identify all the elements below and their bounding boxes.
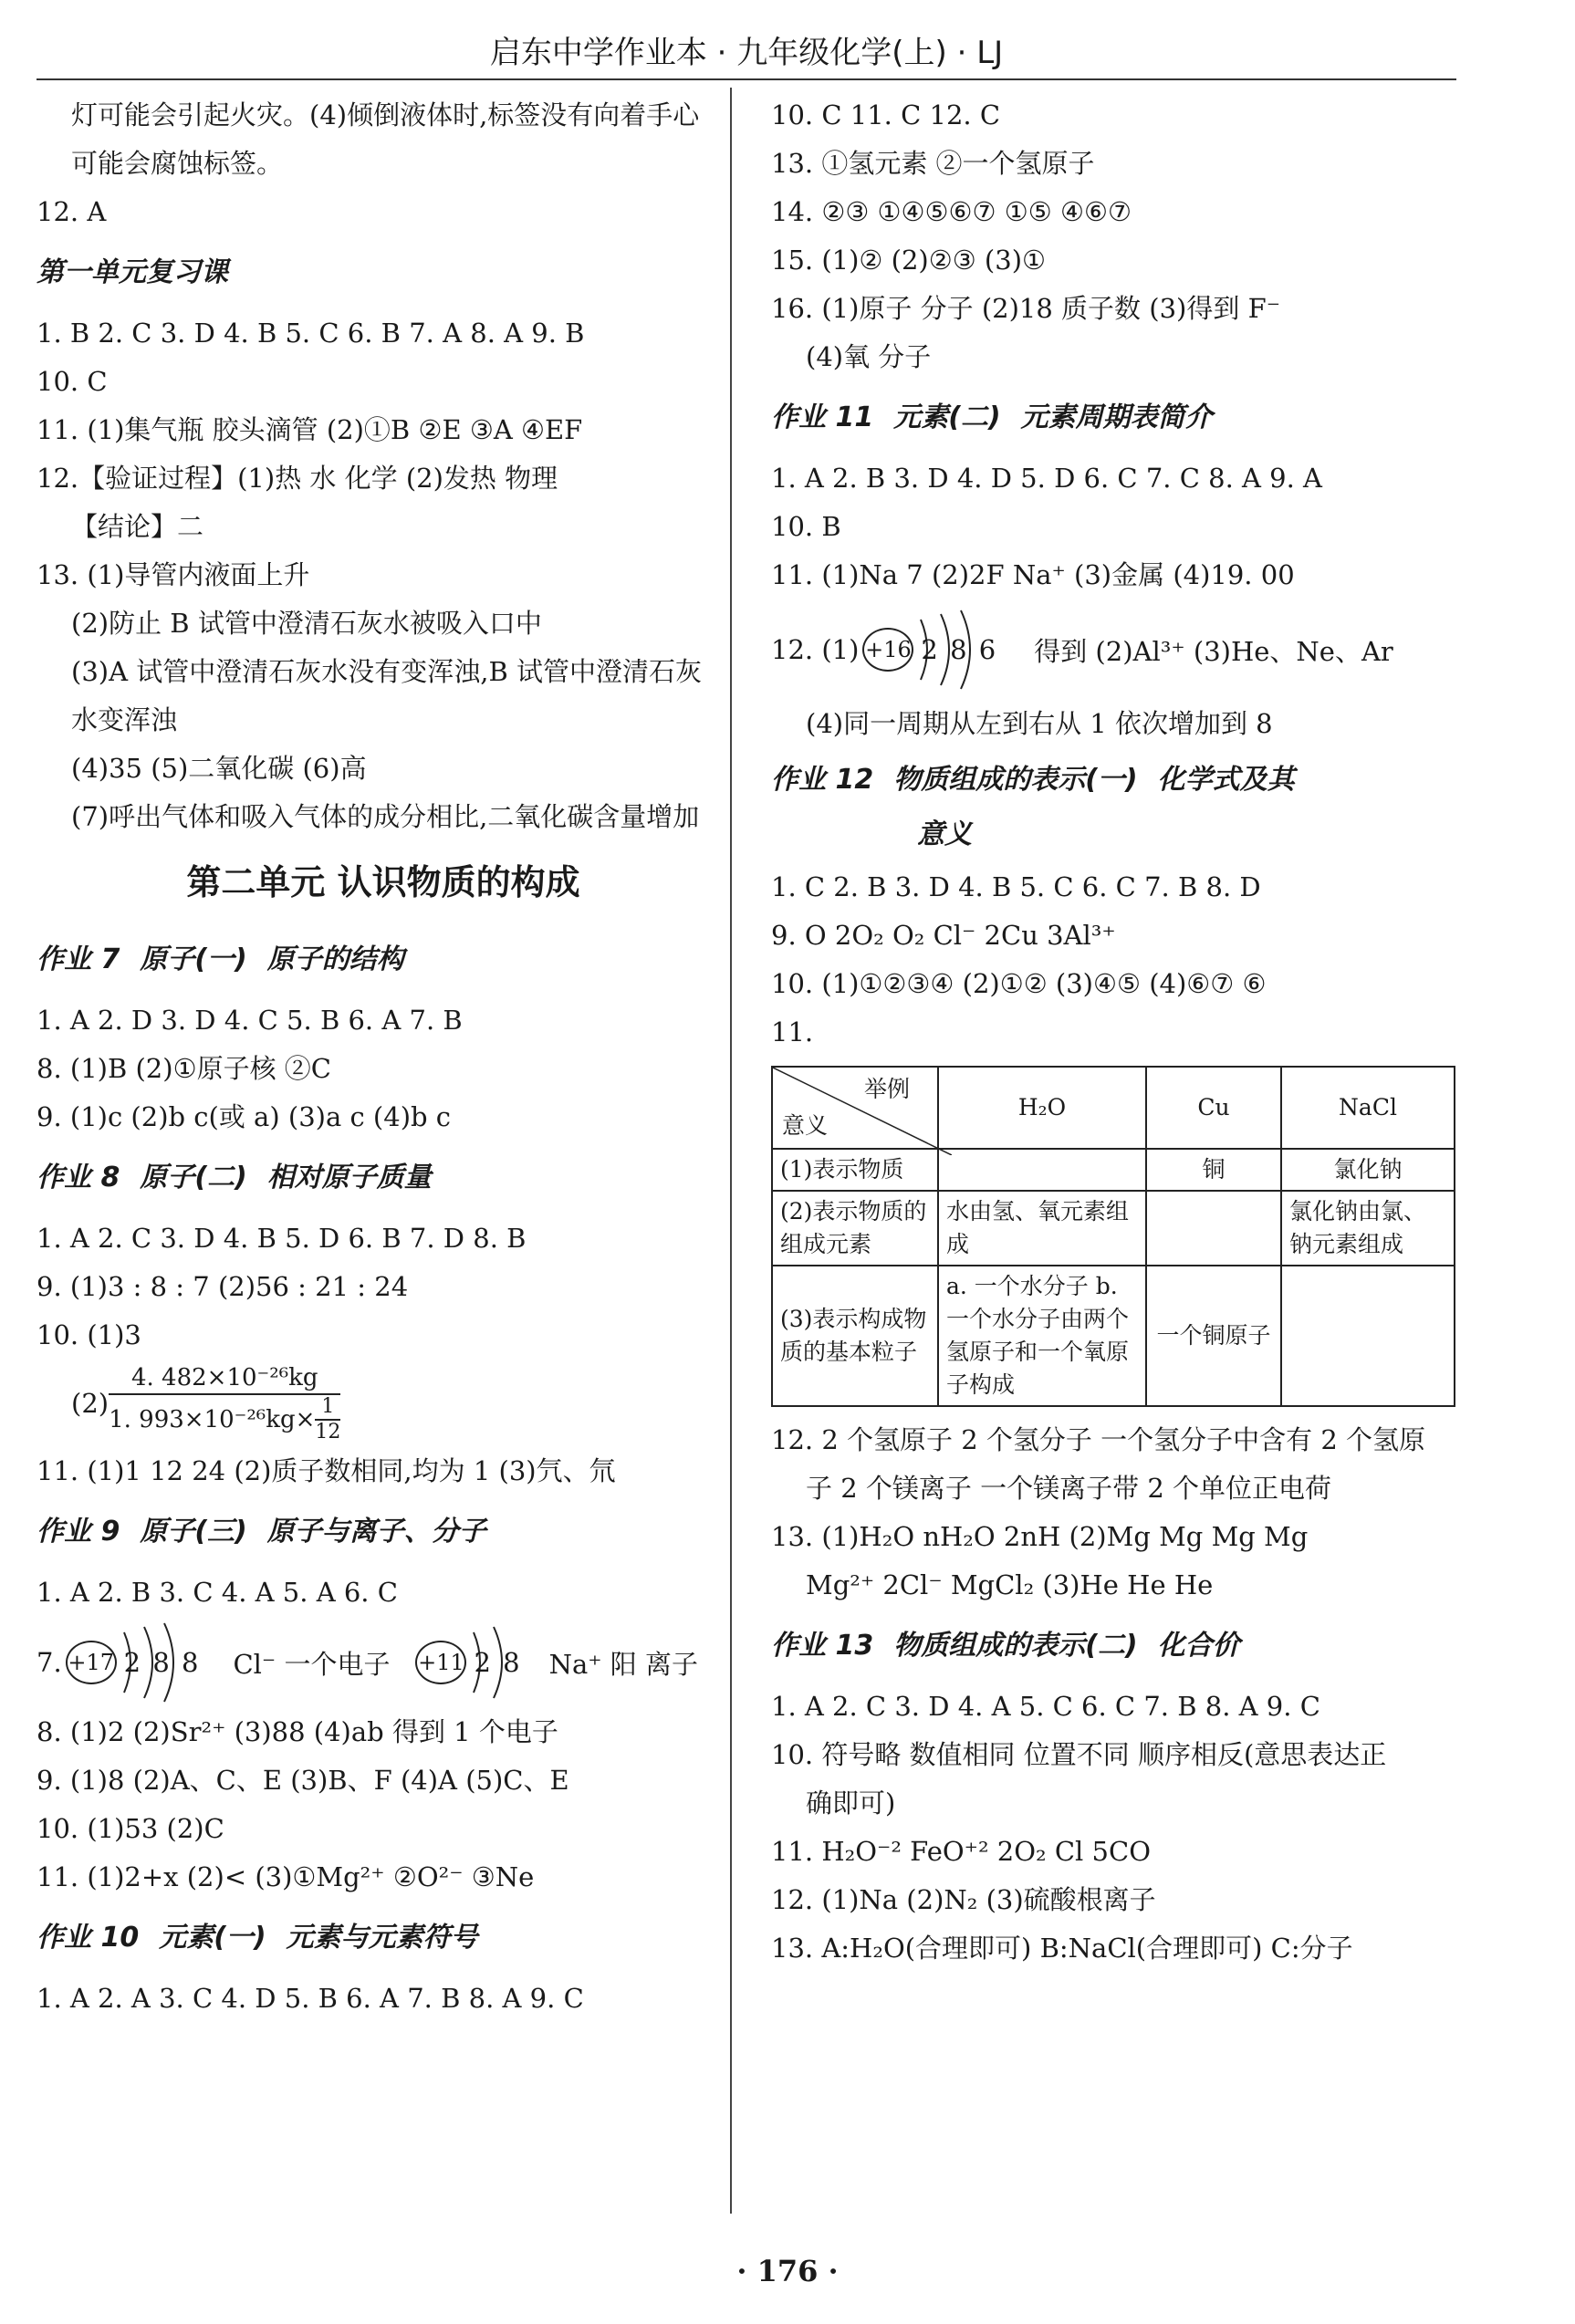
answer-line: (7)呼出气体和吸入气体的成分相比,二氧化碳含量增加 [71, 801, 700, 832]
answer-line: (4)35 (5)二氧化碳 (6)高 [71, 753, 367, 784]
answer-line: 【结论】二 [71, 511, 204, 542]
hw-number: 作业 9 [37, 1516, 120, 1548]
answer-line: 11. [771, 1016, 814, 1047]
nucleus-label: +16 [862, 628, 913, 672]
answer-line: 1. A 2. B 3. C 4. A 5. A 6. C [37, 1577, 398, 1608]
answer-line: 14. ②③ ①④⑤⑥⑦ ①⑤ ④⑥⑦ [771, 196, 1132, 227]
nucleus-label: +17 [66, 1641, 117, 1684]
answer-line: 11. (1)2+x (2)< (3)①Mg²⁺ ②O²⁻ ③Ne [37, 1861, 535, 1892]
left-column [37, 91, 730, 2023]
answer-line: 10. C 11. C 12. C [771, 99, 1001, 130]
answer-line: 16. (1)原子 分子 (2)18 质子数 (3)得到 F⁻ [771, 293, 1280, 324]
inner-denominator: 12 [315, 1421, 341, 1443]
atom-result: 得到 (2)Al³⁺ (3)He、Ne、Ar [1034, 635, 1393, 667]
answer-line: (4)氧 分子 [806, 341, 932, 372]
hw-number: 作业 11 [771, 401, 874, 433]
table-col-header: Cu [1146, 1067, 1281, 1149]
right-column [771, 91, 1465, 1973]
section-title-hw8 [37, 1141, 730, 1214]
section-title-hw9 [37, 1495, 730, 1568]
answer-line: 11. (1)1 12 24 (2)质子数相同,均为 1 (3)氕、氘 [37, 1455, 616, 1486]
hw-topic: 元素(一) [159, 1922, 266, 1954]
answer-line: 9. (1)3 : 8 : 7 (2)56 : 21 : 24 [37, 1271, 409, 1302]
atom-structure-line [771, 599, 1465, 700]
shell-electrons: 2 8 6 [921, 634, 998, 665]
header-bottom-label: 意义 [782, 1112, 829, 1139]
hw-topic: 物质组成的表示(一) [893, 764, 1138, 796]
hw-number: 作业 8 [37, 1162, 120, 1193]
fraction [109, 1362, 340, 1444]
answer-line: Mg²⁺ 2Cl⁻ MgCl₂ (3)He He He [806, 1569, 1214, 1600]
table-cell: 氯化钠 [1281, 1149, 1455, 1191]
fraction-numerator: 4. 482×10⁻²⁶kg [109, 1362, 340, 1395]
answer-line: 12.【验证过程】(1)热 水 化学 (2)发热 物理 [37, 463, 558, 494]
meaning-table [771, 1066, 1455, 1407]
fraction-denominator [109, 1395, 340, 1444]
diagonal-header-cell [772, 1067, 938, 1149]
text-line: 灯可能会引起火灾。(4)倾倒液体时,标签没有向着手心 [71, 99, 700, 130]
table-cell: 水由氢、氧元素组成 [938, 1191, 1146, 1266]
answer-line: 8. (1)B (2)①原子核 ②C [37, 1053, 331, 1084]
hw-number: 作业 13 [771, 1630, 874, 1662]
answer-line: 1. A 2. C 3. D 4. B 5. D 6. B 7. D 8. B [37, 1223, 527, 1254]
answer-line: 11. (1)Na 7 (2)2F Na⁺ (3)金属 (4)19. 00 [771, 559, 1295, 590]
hw-subtopic: 原子与离子、分子 [266, 1516, 486, 1548]
answer-line: (3)A 试管中澄清石灰水没有变浑浊,B 试管中澄清石灰 [71, 656, 702, 687]
page-header: 启东中学作业本 · 九年级化学(上) · LJ [37, 27, 1456, 80]
answer-line: 12. 2 个氢原子 2 个氢分子 一个氢分子中含有 2 个氢原 [771, 1424, 1426, 1455]
table-row [772, 1266, 1455, 1406]
answer-line: 15. (1)② (2)②③ (3)① [771, 245, 1047, 276]
fraction-den-text: 1. 993×10⁻²⁶kg× [109, 1406, 316, 1433]
fraction-line [37, 1360, 730, 1447]
answer-line: 10. (1)3 [37, 1319, 141, 1350]
table-row [772, 1191, 1455, 1266]
hw-subtopic: 元素周期表简介 [1020, 401, 1213, 433]
answer-line: 13. (1)导管内液面上升 [37, 559, 310, 590]
table-row-label: (1)表示物质 [772, 1149, 938, 1191]
hw-subtopic: 原子的结构 [266, 943, 404, 975]
answer-line: 11. (1)集气瓶 胶头滴管 (2)①B ②E ③A ④EF [37, 414, 583, 445]
answer-line: 1. A 2. D 3. D 4. C 5. B 6. A 7. B [37, 1005, 463, 1036]
hw-subtopic-cont: 意义 [917, 818, 972, 850]
hw-subtopic: 化学式及其 [1157, 764, 1295, 796]
answer-line: (2)防止 B 试管中澄清石灰水被吸入口中 [71, 608, 542, 639]
table-col-header: H₂O [938, 1067, 1146, 1149]
hw-number: 作业 7 [37, 943, 120, 975]
hw-subtopic: 相对原子质量 [266, 1162, 432, 1193]
unit-title: 第二单元 认识物质的构成 [186, 861, 580, 902]
answer-line: 10. B [771, 511, 841, 542]
hw-topic: 原子(三) [140, 1516, 247, 1548]
table-row-label: (3)表示构成物质的基本粒子 [772, 1266, 938, 1406]
answer-line: 10. C [37, 366, 108, 397]
hw-number: 作业 12 [771, 764, 874, 796]
inner-numerator: 1 [315, 1395, 340, 1421]
answer-line: 子 2 个镁离子 一个镁离子带 2 个单位正电荷 [806, 1473, 1331, 1504]
answer-line: 10. (1)①②③④ (2)①② (3)④⑤ (4)⑥⑦ ⑥ [771, 968, 1267, 999]
answer-line: 9. O 2O₂ O₂ Cl⁻ 2Cu 3Al³⁺ [771, 920, 1116, 951]
answer-line: 确即可) [806, 1787, 896, 1819]
section-title-hw13 [771, 1610, 1465, 1683]
atom-result: Cl⁻ 一个电子 [233, 1648, 391, 1680]
section-title-hw10 [37, 1902, 730, 1975]
hw-subtopic: 元素与元素符号 [286, 1922, 478, 1954]
table-cell [938, 1149, 1146, 1191]
table-header-row [772, 1067, 1455, 1149]
nucleus-label: +11 [415, 1641, 466, 1684]
table-cell [1281, 1266, 1455, 1406]
section-title: 第一单元复习课 [37, 256, 228, 288]
table-cell: a. 一个水分子 b. 一个水分子由两个氢原子和一个氧原子构成 [938, 1266, 1146, 1406]
inner-fraction [315, 1395, 340, 1444]
column-divider [730, 88, 732, 2214]
answer-line: 9. (1)8 (2)A、C、E (3)B、F (4)A (5)C、E [37, 1765, 569, 1796]
answer-line: 9. (1)c (2)b c(或 a) (3)a c (4)b c [37, 1101, 452, 1132]
table-cell [1146, 1191, 1281, 1266]
answer-line: 10. 符号略 数值相同 位置不同 顺序相反(意思表达正 [771, 1739, 1387, 1770]
answer-line: 1. A 2. B 3. D 4. D 5. D 6. C 7. C 8. A 9. A [771, 463, 1323, 494]
answer-line: 13. A:H₂O(合理即可) B:NaCl(合理即可) C:分子 [771, 1933, 1353, 1964]
text-line: 可能会腐蚀标签。 [71, 148, 284, 179]
question-number: 7. [37, 1647, 62, 1678]
hw-topic: 原子(一) [140, 943, 247, 975]
hw-number: 作业 10 [37, 1922, 140, 1954]
answer-line: 1. B 2. C 3. D 4. B 5. C 6. B 7. A 8. A 9. B [37, 318, 585, 349]
answer-line: 1. A 2. C 3. D 4. A 5. C 6. C 7. B 8. A 9. C [771, 1691, 1320, 1722]
answer-line: (4)同一周期从左到右从 1 依次增加到 8 [806, 708, 1273, 739]
atom-result: Na⁺ 阳 离子 [548, 1648, 699, 1680]
hw-topic: 物质组成的表示(二) [893, 1630, 1138, 1662]
section-title-hw7 [37, 923, 730, 996]
answer-line: 11. H₂O⁻² FeO⁺² 2O₂ Cl 5CO [771, 1836, 1151, 1867]
section-title-cont [771, 812, 1465, 863]
table-cell: 氯化钠由氯、钠元素组成 [1281, 1191, 1455, 1266]
table-cell: 铜 [1146, 1149, 1281, 1191]
hw-topic: 元素(二) [893, 401, 1001, 433]
answer-line: 水变浑浊 [71, 704, 178, 735]
table-cell: 一个铜原子 [1146, 1266, 1281, 1406]
answer-line: 13. ①氢元素 ②一个氢原子 [771, 148, 1095, 179]
hw-topic: 原子(二) [140, 1162, 247, 1193]
table-row-label: (2)表示物质的组成元素 [772, 1191, 938, 1266]
header-top-label: 举例 [863, 1076, 910, 1102]
answer-line: 10. (1)53 (2)C [37, 1813, 224, 1844]
shell-electrons: 2 8 [474, 1647, 522, 1678]
answer-line: 12. (1)Na (2)N₂ (3)硫酸根离子 [771, 1884, 1156, 1915]
shell-electrons: 2 8 8 [123, 1647, 201, 1678]
fraction-prefix: (2) [71, 1388, 110, 1419]
section-title-hw11 [771, 381, 1465, 454]
atom-structure-line [37, 1617, 730, 1708]
section-title-hw12 [771, 748, 1465, 812]
answer-line: 8. (1)2 (2)Sr²⁺ (3)88 (4)ab 得到 1 个电子 [37, 1716, 558, 1747]
hw-subtopic: 化合价 [1157, 1630, 1240, 1662]
answer-line: 1. A 2. A 3. C 4. D 5. B 6. A 7. B 8. A 9. C [37, 1983, 584, 2014]
text-line: 12. A [37, 196, 107, 227]
page-number: · 176 · [736, 2254, 839, 2288]
answer-line: 1. C 2. B 3. D 4. B 5. C 6. C 7. B 8. D [771, 871, 1261, 902]
table-col-header: NaCl [1281, 1067, 1455, 1149]
question-number: 12. (1) [771, 634, 860, 665]
answer-line: 13. (1)H₂O nH₂O 2nH (2)Mg Mg Mg Mg [771, 1521, 1309, 1552]
